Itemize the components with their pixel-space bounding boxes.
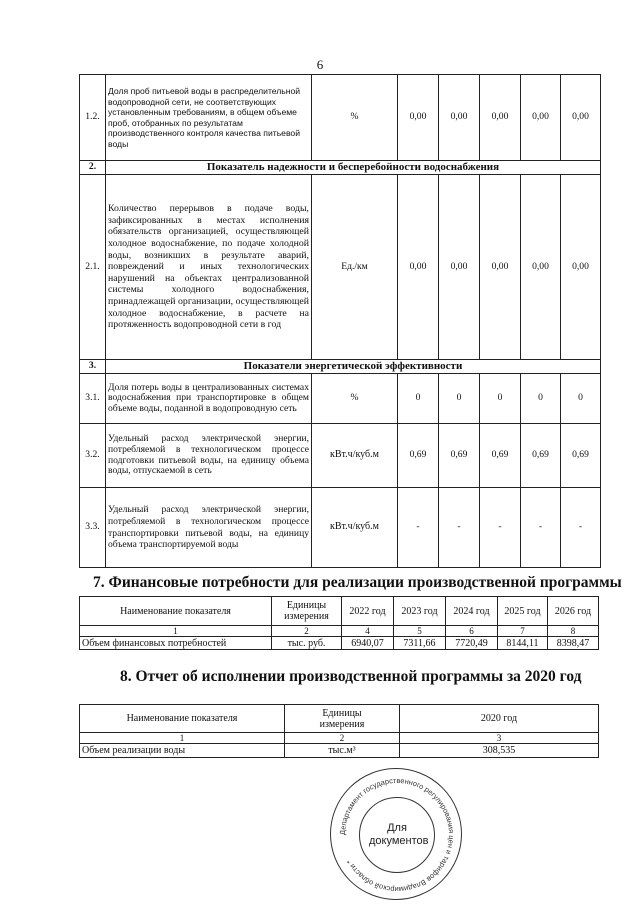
column-number: 6 [446, 626, 498, 637]
column-header: Единицы измерения [272, 597, 342, 626]
indicator-unit: % [312, 75, 398, 161]
value-cell: 0,00 [439, 75, 480, 161]
indicator-unit: тыс. руб. [272, 637, 342, 650]
column-number: 4 [342, 626, 394, 637]
column-number: 5 [394, 626, 446, 637]
value-cell: 0,69 [561, 424, 601, 488]
value-cell: 0,00 [521, 175, 561, 360]
section-number: 2. [80, 161, 106, 175]
value-cell: 0 [480, 374, 521, 424]
value-cell: 0,00 [439, 175, 480, 360]
indicator-unit: % [312, 374, 398, 424]
table-row [80, 424, 601, 488]
value-cell: 0,00 [521, 75, 561, 161]
indicator-unit: Ед./км [312, 175, 398, 360]
value-cell: 0,00 [398, 175, 439, 360]
section-row [80, 161, 601, 175]
row-number: 3.3. [80, 488, 106, 568]
indicator-unit: кВт.ч/куб.м [312, 488, 398, 568]
indicator-name: Удельный расход электрической энергии, потребляемой в технологическом процессе транспортировки питьевой воды, на единицу объема транспортируемой воды [106, 488, 312, 568]
value-cell: 7311,66 [394, 637, 446, 650]
stamp-center [359, 797, 435, 873]
table-row [80, 374, 601, 424]
column-header: 2022 год [342, 597, 394, 626]
column-number: 8 [548, 626, 599, 637]
column-header: 2024 год [446, 597, 498, 626]
table-header-row [80, 705, 599, 733]
table-row [80, 175, 601, 360]
indicator-unit: кВт.ч/куб.м [312, 424, 398, 488]
column-number-row [80, 733, 599, 744]
table-row [80, 744, 599, 758]
section-title: Показатель надежности и бесперебойности водоснабжения [106, 161, 601, 175]
financial-needs-table [79, 596, 599, 650]
page-number: 6 [316, 57, 324, 72]
column-header: Единицы измерения [285, 705, 400, 733]
section-row [80, 360, 601, 374]
value-cell: 7720,49 [446, 637, 498, 650]
value-cell: 0,00 [561, 175, 601, 360]
value-cell: 0 [398, 374, 439, 424]
column-header: Наименование показателя [80, 705, 285, 733]
value-cell: 0,00 [398, 75, 439, 161]
value-cell: 0,00 [480, 175, 521, 360]
row-number: 1.2. [80, 75, 106, 161]
table-row [80, 637, 599, 650]
column-number: 2 [285, 733, 400, 744]
indicator-unit: тыс.м³ [285, 744, 400, 758]
value-cell: 6940,07 [342, 637, 394, 650]
section-7-title: 7. Финансовые потребности для реализации производственной программы [93, 574, 622, 591]
value-cell: 0 [521, 374, 561, 424]
row-number: 2.1. [80, 175, 106, 360]
value-cell: 8398,47 [548, 637, 599, 650]
column-number: 2 [272, 626, 342, 637]
indicator-name: Объем финансовых потребностей [80, 637, 272, 650]
section-title: Показатели энергетической эффективности [106, 360, 601, 374]
indicators-table [79, 74, 601, 568]
stamp-center-text: Для документов [369, 822, 429, 847]
value-cell: 0,69 [398, 424, 439, 488]
column-header: 2020 год [400, 705, 599, 733]
indicator-name: Доля потерь воды в централизованных системах водоснабжения при транспортировке в общем объеме воды, поданной в водопроводную сеть [106, 374, 312, 424]
section-number: 3. [80, 360, 106, 374]
column-number: 7 [498, 626, 548, 637]
row-number: 3.1. [80, 374, 106, 424]
report-table [79, 704, 599, 758]
column-header: Наименование показателя [80, 597, 272, 626]
indicator-name: Объем реализации воды [80, 744, 285, 758]
column-header: 2025 год [498, 597, 548, 626]
column-header: 2023 год [394, 597, 446, 626]
official-stamp [330, 768, 462, 900]
section-8-title: 8. Отчет об исполнении производственной программы за 2020 год [120, 668, 582, 685]
value-cell: 0,69 [439, 424, 480, 488]
value-cell: - [521, 488, 561, 568]
indicator-name: Удельный расход электрической энергии, потребляемой в технологическом процессе подготовки питьевой воды, на единицу объема воды, отпускаемой в сеть [106, 424, 312, 488]
value-cell: - [398, 488, 439, 568]
column-number: 1 [80, 733, 285, 744]
value-cell: 0,00 [561, 75, 601, 161]
value-cell: 0 [561, 374, 601, 424]
value-cell: - [561, 488, 601, 568]
value-cell: 0,00 [480, 75, 521, 161]
table-row [80, 75, 601, 161]
row-number: 3.2. [80, 424, 106, 488]
value-cell: - [480, 488, 521, 568]
column-number-row [80, 626, 599, 637]
column-number: 1 [80, 626, 272, 637]
value-cell: 308,535 [400, 744, 599, 758]
table-row [80, 488, 601, 568]
indicator-name: Доля проб питьевой воды в распределительной водопроводной сети, не соответствующих установленным требованиям, в общем объеме проб, отобранных по результатам производственного контроля качества питьевой воды [106, 75, 312, 161]
table-header-row [80, 597, 599, 626]
value-cell: 0 [439, 374, 480, 424]
value-cell: 8144,11 [498, 637, 548, 650]
value-cell: - [439, 488, 480, 568]
value-cell: 0,69 [521, 424, 561, 488]
column-header: 2026 год [548, 597, 599, 626]
indicator-name: Количество перерывов в подаче воды, зафиксированных в местах исполнения обязательств организацией, осуществляющей холодное водоснабжение, по подаче холодной воды, возникших в результате аварий, повреждений и иных технологических нарушений на объектах централизованной системы холодного водоснабжения, принадлежащей организации, осуществляющей холодное водоснабжение, в расчете на протяженность водопроводной сети в год [106, 175, 312, 360]
value-cell: 0,69 [480, 424, 521, 488]
stamp-ring-text: Департамент государственного регулирования цен и тарифов Владимирской области * [337, 775, 457, 895]
column-number: 3 [400, 733, 599, 744]
